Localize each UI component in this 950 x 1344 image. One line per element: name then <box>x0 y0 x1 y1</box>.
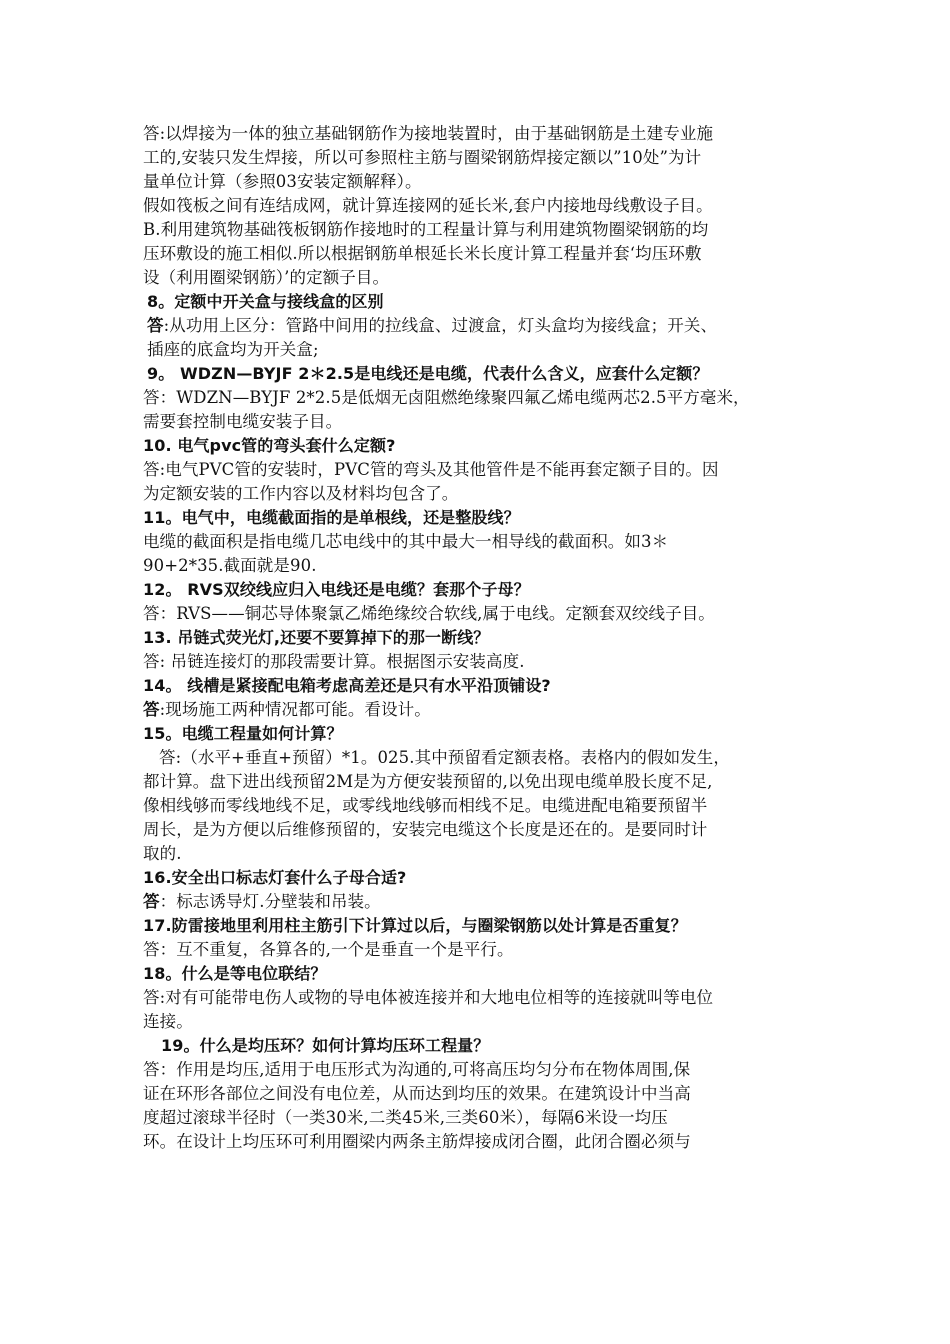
answer-line <box>143 842 815 866</box>
line-text: 压环敷设的施工相似.所以根据钢筋单根延长米长度计算工程量并套‘均压环敷 <box>143 244 702 263</box>
line-text: 工的,安装只发生焊接，所以可参照柱主筋与圈梁钢筋焊接定额以”10处”为计 <box>143 148 702 167</box>
line-text: 18。什么是等电位联结？ <box>143 964 327 983</box>
answer-line <box>143 890 815 914</box>
question-line <box>143 290 815 314</box>
line-text: 10. 电气pvc管的弯头套什么定额? <box>143 436 396 455</box>
answer-prefix: 答 <box>143 892 160 911</box>
answer-prefix: 答 <box>143 700 160 719</box>
answer-line <box>143 1106 815 1130</box>
answer-line <box>143 218 815 242</box>
line-text: 设（利用圈梁钢筋）’的定额子目。 <box>143 268 390 287</box>
line-text: 为定额安装的工作内容以及材料均包含了。 <box>143 484 459 503</box>
line-text: 9。 WDZN—BYJF 2＊2.5是电线还是电缆，代表什么含义，应套什么定额？ <box>147 364 709 383</box>
line-text: 都计算。盘下进出线预留2M是为方便安装预留的,以免出现电缆单股长度不足, <box>143 772 713 791</box>
answer-line <box>143 554 815 578</box>
line-text: ：标志诱导灯.分壁装和吊装。 <box>159 892 381 911</box>
answer-line <box>143 1010 815 1034</box>
answer-line <box>143 698 815 722</box>
line-text: :现场施工两种情况都可能。看设计。 <box>159 700 431 719</box>
line-text: 连接。 <box>143 1012 193 1031</box>
line-text: 像相线够而零线地线不足，或零线地线够而相线不足。电缆进配电箱要预留半 <box>143 796 708 815</box>
question-line <box>143 722 815 746</box>
line-text: 13. 吊链式荧光灯,还要不要算掉下的那一断线？ <box>143 628 490 647</box>
answer-line <box>143 146 815 170</box>
question-line <box>143 578 815 602</box>
answer-prefix: 答 <box>147 316 164 335</box>
question-line <box>143 866 815 890</box>
answer-line <box>143 746 815 770</box>
line-text: 答:电气PVC管的安装时，PVC管的弯头及其他管件是不能再套定额子目的。因 <box>143 460 719 479</box>
answer-line <box>143 338 815 362</box>
answer-line <box>143 986 815 1010</box>
line-text: 答：WDZN—BYJF 2*2.5是低烟无卤阻燃绝缘聚四氟乙烯电缆两芯2.5平方毫米， <box>143 388 750 407</box>
question-line <box>143 1034 815 1058</box>
answer-line <box>143 122 815 146</box>
answer-line <box>143 650 815 674</box>
line-text: 环。在设计上均压环可利用圈梁内两条主筋焊接成闭合圈，此闭合圈必须与 <box>143 1132 691 1151</box>
line-text: 度超过滚球半径时（一类30米,二类45米,三类60米），每隔6米设一均压 <box>143 1108 668 1127</box>
line-text: 15。电缆工程量如何计算？ <box>143 724 343 743</box>
line-text: 8。定额中开关盒与接线盒的区别 <box>147 292 384 311</box>
line-text: 答:以焊接为一体的独立基础钢筋作为接地装置时，由于基础钢筋是土建专业施 <box>143 124 714 143</box>
line-text: 16.安全出口标志灯套什么子母合适? <box>143 868 407 887</box>
line-text: 周长，是为方便以后维修预留的，安装完电缆这个长度是还在的。是要同时计 <box>143 820 708 839</box>
answer-line <box>143 1058 815 1082</box>
answer-line <box>143 770 815 794</box>
line-text: B.利用建筑物基础筏板钢筋作接地时的工程量计算与利用建筑物圈梁钢筋的均 <box>143 220 709 239</box>
answer-line <box>143 794 815 818</box>
answer-line <box>143 938 815 962</box>
line-text: 证在环形各部位之间没有电位差，从而达到均压的效果。在建筑设计中当高 <box>143 1084 691 1103</box>
answer-line <box>143 314 815 338</box>
answer-line <box>143 530 815 554</box>
line-text: 插座的底盒均为开关盒; <box>147 340 319 359</box>
answer-line <box>143 602 815 626</box>
question-line <box>143 914 815 938</box>
question-line <box>143 674 815 698</box>
line-text: 需要套控制电缆安装子目。 <box>143 412 343 431</box>
line-text: 答:对有可能带电伤人或物的导电体被连接并和大地电位相等的连接就叫等电位 <box>143 988 714 1007</box>
line-text: 答：作用是均压,适用于电压形式为沟通的,可将高压均匀分布在物体周围,保 <box>143 1060 691 1079</box>
answer-line <box>143 1082 815 1106</box>
answer-line <box>143 242 815 266</box>
line-text: 12。 RVS双绞线应归入电线还是电缆？套那个子母？ <box>143 580 530 599</box>
answer-line <box>143 818 815 842</box>
line-text: 量单位计算（参照03安装定额解释）。 <box>143 172 422 191</box>
line-text: 取的. <box>143 844 182 863</box>
line-text: 答:（水平+垂直+预留）*1。025.其中预留看定额表格。表格内的假如发生， <box>159 748 730 767</box>
question-line <box>143 362 815 386</box>
line-text: 答：RVS——铜芯导体聚氯乙烯绝缘绞合软线,属于电线。定额套双绞线子目。 <box>143 604 715 623</box>
question-line <box>143 506 815 530</box>
document-body <box>143 122 815 1154</box>
line-text: :从功用上区分：管路中间用的拉线盒、过渡盒，灯头盒均为接线盒；开关、 <box>163 316 718 335</box>
line-text: 答: 吊链连接灯的那段需要计算。根据图示安装高度. <box>143 652 525 671</box>
line-text: 19。什么是均压环？如何计算均压环工程量？ <box>161 1036 490 1055</box>
question-line <box>143 626 815 650</box>
question-line <box>143 962 815 986</box>
answer-line <box>143 1130 815 1154</box>
line-text: 14。 线槽是紧接配电箱考虑高差还是只有水平沿顶铺设? <box>143 676 551 695</box>
line-text: 假如筏板之间有连结成网，就计算连接网的延长米,套户内接地母线敷设子目。 <box>143 196 713 215</box>
answer-line <box>143 266 815 290</box>
answer-line <box>143 194 815 218</box>
answer-line <box>143 386 815 410</box>
question-line <box>143 434 815 458</box>
line-text: 17.防雷接地里利用柱主筋引下计算过以后，与圈梁钢筋以处计算是否重复？ <box>143 916 687 935</box>
answer-line <box>143 482 815 506</box>
answer-line <box>143 458 815 482</box>
line-text: 11。电气中，电缆截面指的是单根线，还是整股线？ <box>143 508 520 527</box>
answer-line <box>143 410 815 434</box>
answer-line <box>143 170 815 194</box>
line-text: 90+2*35.截面就是90. <box>143 556 317 575</box>
line-text: 答：互不重复，各算各的,一个是垂直一个是平行。 <box>143 940 514 959</box>
line-text: 电缆的截面积是指电缆几芯电线中的其中最大一相导线的截面积。如3＊ <box>143 532 669 551</box>
